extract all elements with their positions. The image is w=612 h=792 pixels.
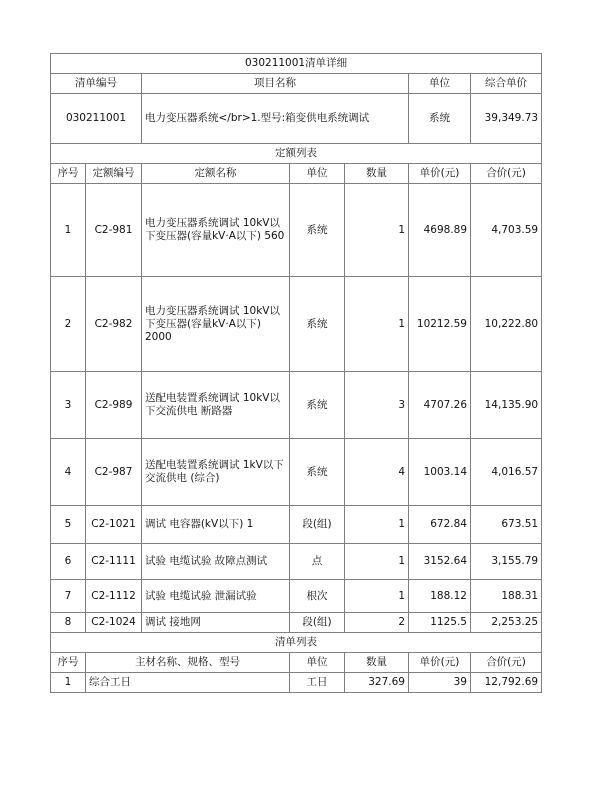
bill-detail-table [50, 53, 542, 693]
quota-name: 送配电装置系统调试 10kV以下交流供电 断路器 [142, 372, 290, 439]
quota-row [51, 439, 542, 506]
quota-qty: 2 [345, 613, 409, 633]
quota-name: 调试 电容器(kV以下) 1 [142, 506, 290, 544]
quota-total-header: 合价(元) [471, 164, 542, 184]
quota-name: 试验 电缆试验 故障点测试 [142, 544, 290, 580]
quota-unit: 系统 [290, 372, 345, 439]
quota-code: C2-981 [86, 184, 142, 277]
quota-name: 调试 接地网 [142, 613, 290, 633]
quota-name: 电力变压器系统调试 10kV以下变压器(容量kV·A以下) 2000 [142, 277, 290, 372]
quota-total: 3,155.79 [471, 544, 542, 580]
bill-price: 39,349.73 [471, 94, 542, 144]
quota-seq: 2 [51, 277, 86, 372]
quota-seq: 7 [51, 580, 86, 613]
quota-total: 673.51 [471, 506, 542, 544]
material-qty-header: 数量 [345, 653, 409, 673]
quota-row [51, 277, 542, 372]
quota-unit: 系统 [290, 277, 345, 372]
quota-unit-price-header: 单价(元) [409, 164, 471, 184]
bill-unit: 系统 [409, 94, 471, 144]
quota-code: C2-1024 [86, 613, 142, 633]
quota-unit-price: 4707.26 [409, 372, 471, 439]
quota-name-header: 定额名称 [142, 164, 290, 184]
quota-total: 14,135.90 [471, 372, 542, 439]
quota-seq: 3 [51, 372, 86, 439]
quota-qty: 1 [345, 544, 409, 580]
quota-code: C2-1021 [86, 506, 142, 544]
material-unit-price: 39 [409, 673, 471, 693]
material-seq-header: 序号 [51, 653, 86, 673]
quota-unit-header: 单位 [290, 164, 345, 184]
quota-unit-price: 188.12 [409, 580, 471, 613]
quota-header-row [51, 164, 542, 184]
quota-seq: 5 [51, 506, 86, 544]
material-section-row [51, 633, 542, 653]
material-header-row [51, 653, 542, 673]
quota-section-row [51, 144, 542, 164]
quota-qty: 4 [345, 439, 409, 506]
quota-code-header: 定额编号 [86, 164, 142, 184]
quota-total: 4,016.57 [471, 439, 542, 506]
title-row [51, 54, 542, 74]
quota-unit: 系统 [290, 439, 345, 506]
quota-total: 2,253.25 [471, 613, 542, 633]
quota-code: C2-987 [86, 439, 142, 506]
quota-name: 电力变压器系统调试 10kV以下变压器(容量kV·A以下) 560 [142, 184, 290, 277]
quota-seq: 4 [51, 439, 86, 506]
material-total-header: 合价(元) [471, 653, 542, 673]
quota-qty: 3 [345, 372, 409, 439]
quota-unit: 系统 [290, 184, 345, 277]
quota-qty: 1 [345, 580, 409, 613]
material-total: 12,792.69 [471, 673, 542, 693]
quota-row [51, 372, 542, 439]
bill-code-header: 清单编号 [51, 74, 142, 94]
quota-name: 试验 电缆试验 泄漏试验 [142, 580, 290, 613]
quota-seq-header: 序号 [51, 164, 86, 184]
bill-row [51, 94, 542, 144]
quota-code: C2-982 [86, 277, 142, 372]
quota-qty: 1 [345, 184, 409, 277]
bill-name: 电力变压器系统</br>1.型号:箱变供电系统调试 [142, 94, 409, 144]
quota-name: 送配电装置系统调试 1kV以下交流供电 (综合) [142, 439, 290, 506]
material-seq: 1 [51, 673, 86, 693]
quota-total: 188.31 [471, 580, 542, 613]
bill-name-header: 项目名称 [142, 74, 409, 94]
material-unit-header: 单位 [290, 653, 345, 673]
quota-unit-price: 3152.64 [409, 544, 471, 580]
quota-section-title: 定额列表 [51, 144, 542, 164]
quota-qty: 1 [345, 277, 409, 372]
quota-qty: 1 [345, 506, 409, 544]
material-unit: 工日 [290, 673, 345, 693]
quota-row [51, 544, 542, 580]
quota-unit: 段(组) [290, 506, 345, 544]
quota-unit-price: 1125.5 [409, 613, 471, 633]
material-qty: 327.69 [345, 673, 409, 693]
quota-qty-header: 数量 [345, 164, 409, 184]
quota-code: C2-1111 [86, 544, 142, 580]
quota-unit: 段(组) [290, 613, 345, 633]
material-name: 综合工日 [86, 673, 290, 693]
quota-seq: 8 [51, 613, 86, 633]
quota-seq: 6 [51, 544, 86, 580]
quota-unit-price: 10212.59 [409, 277, 471, 372]
quota-row [51, 580, 542, 613]
material-row [51, 673, 542, 693]
quota-row [51, 506, 542, 544]
bill-unit-header: 单位 [409, 74, 471, 94]
quota-unit: 根次 [290, 580, 345, 613]
quota-seq: 1 [51, 184, 86, 277]
material-name-header: 主材名称、规格、型号 [86, 653, 290, 673]
quota-code: C2-1112 [86, 580, 142, 613]
quota-row [51, 613, 542, 633]
bill-header-row [51, 74, 542, 94]
material-unit-price-header: 单价(元) [409, 653, 471, 673]
bill-code: 030211001 [51, 94, 142, 144]
material-section-title: 清单列表 [51, 633, 542, 653]
quota-unit-price: 4698.89 [409, 184, 471, 277]
quota-code: C2-989 [86, 372, 142, 439]
quota-total: 4,703.59 [471, 184, 542, 277]
quota-unit-price: 1003.14 [409, 439, 471, 506]
quota-row [51, 184, 542, 277]
quota-unit-price: 672.84 [409, 506, 471, 544]
quota-total: 10,222.80 [471, 277, 542, 372]
quota-unit: 点 [290, 544, 345, 580]
bill-price-header: 综合单价 [471, 74, 542, 94]
page-title: 030211001清单详细 [51, 54, 542, 74]
